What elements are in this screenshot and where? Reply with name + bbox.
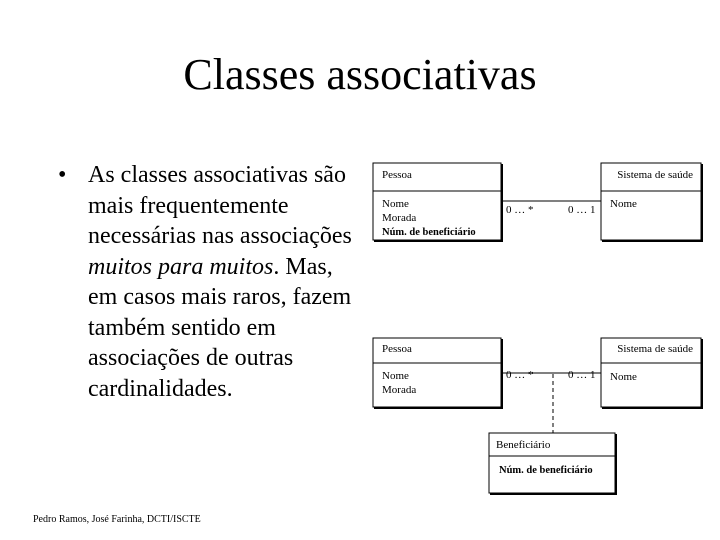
slide-title: Classes associativas	[183, 50, 537, 99]
class-sistema-2	[601, 338, 702, 408]
multiplicity-right-1: 0 … 1	[568, 204, 596, 216]
class-sistema-2-name: Sistema de saúde	[617, 343, 693, 355]
multiplicity-right-2: 0 … 1	[568, 369, 596, 381]
class-pessoa-2-name: Pessoa	[382, 343, 412, 355]
class-sistema-1-name: Sistema de saúde	[617, 169, 693, 181]
class-pessoa-1-attr-2: Morada	[382, 212, 417, 224]
bullet-marker: •	[58, 162, 67, 188]
class-pessoa-2-attr-1: Nome	[382, 370, 409, 382]
bullet-text-part2: . Mas, em casos mais raros, fazem também sentido em associações de outras cardinalidades.	[88, 253, 352, 402]
class-beneficiario-name: Beneficiário	[496, 439, 551, 451]
footer-credits: Pedro Ramos, José Farinha, DCTI/ISCTE	[33, 514, 201, 525]
class-pessoa-2-attr-2: Morada	[382, 384, 417, 396]
class-beneficiario	[489, 433, 616, 494]
class-sistema-2-attr-1: Nome	[610, 371, 637, 383]
class-pessoa-1-attr-1: Nome	[382, 198, 409, 210]
bullet-text-emphasis: muitos para muitos	[88, 253, 274, 280]
diagram-2	[373, 338, 702, 494]
class-pessoa-1-attr-3: Núm. de beneficiário	[382, 227, 476, 238]
class-pessoa-1	[373, 163, 502, 241]
multiplicity-left-2: 0 … *	[506, 369, 534, 381]
class-sistema-1	[601, 163, 702, 241]
multiplicity-left-1: 0 … *	[506, 204, 534, 216]
class-pessoa-2	[373, 338, 502, 408]
class-sistema-1-attr-1: Nome	[610, 198, 637, 210]
diagram-1	[373, 163, 702, 241]
bullet-text-part1: As classes associativas são mais frequentemente necessárias nas associações	[88, 162, 352, 249]
class-pessoa-1-name: Pessoa	[382, 169, 412, 181]
class-beneficiario-attr-1: Núm. de beneficiário	[499, 465, 593, 476]
